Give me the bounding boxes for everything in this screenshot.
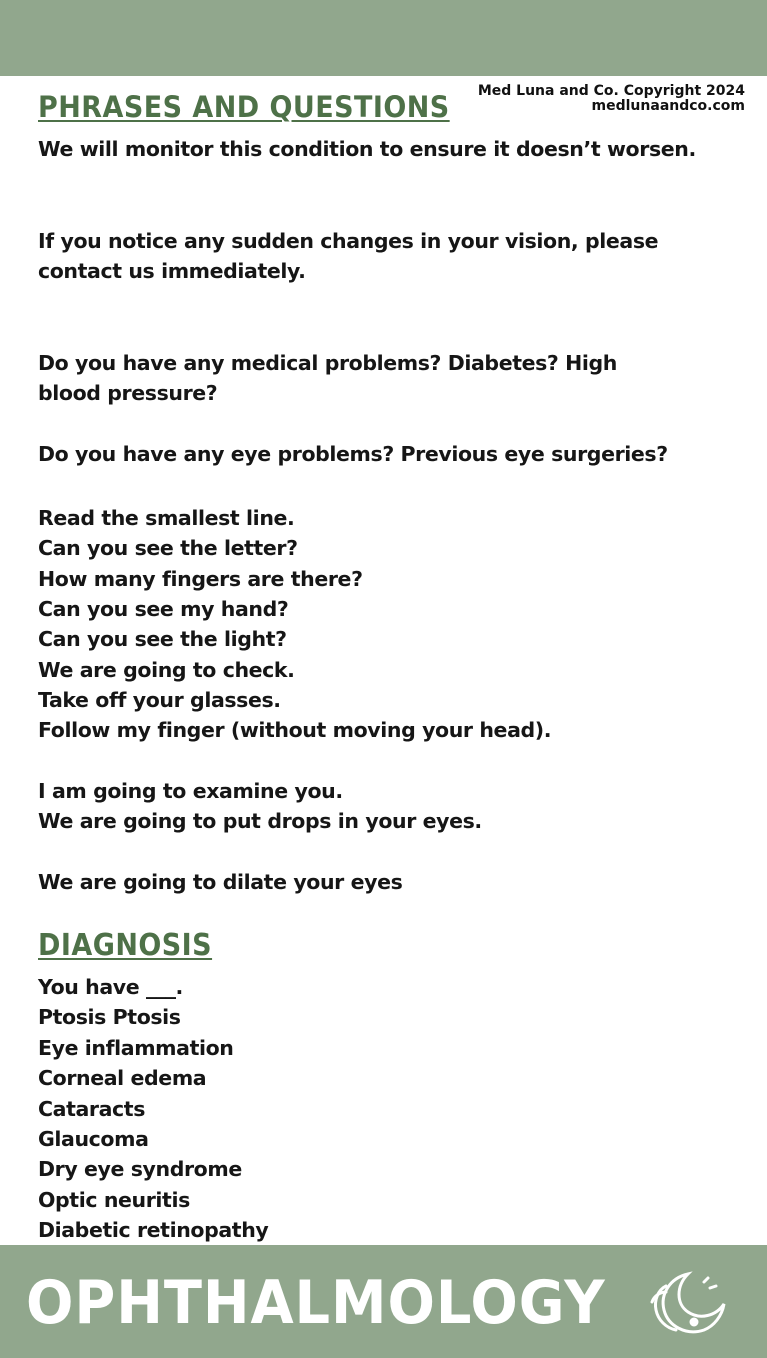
- phrase-line: We will monitor this condition to ensure it doesn’t worsen.: [38, 137, 696, 161]
- moon-stethoscope-icon: [648, 1268, 730, 1340]
- website-url: medlunaandco.com: [591, 98, 745, 114]
- copyright-line: Med Luna and Co. Copyright 2024: [477, 83, 745, 99]
- phrase-line: If you notice any sudden changes in your vision, please: [38, 229, 659, 253]
- diagnosis-line: Dry eye syndrome: [38, 1157, 242, 1181]
- phrase-line: Do you have any eye problems? Previous eye surgeries?: [38, 442, 668, 466]
- phrase-line: Can you see the letter?: [38, 536, 298, 560]
- diagnosis-line: Cataracts: [38, 1097, 146, 1121]
- diagnosis-line: Glaucoma: [38, 1127, 149, 1151]
- diagnosis-line: Ptosis Ptosis: [38, 1005, 181, 1029]
- phrase-line: I am going to examine you.: [38, 779, 343, 803]
- phrase-line: We are going to put drops in your eyes.: [38, 809, 482, 833]
- diagnosis-line: Diabetic retinopathy: [38, 1218, 269, 1242]
- diagnosis-line: Eye inflammation: [38, 1036, 234, 1060]
- copyright-notice: [478, 84, 745, 114]
- diagnosis-line: Corneal edema: [38, 1066, 207, 1090]
- diagnosis-heading: DIAGNOSIS: [38, 928, 213, 963]
- phrase-line: Do you have any medical problems? Diabetes? High: [38, 351, 617, 375]
- phrase-line: Read the smallest line.: [38, 506, 295, 530]
- phrase-line: Can you see the light?: [38, 627, 287, 651]
- phrase-line: How many fingers are there?: [38, 567, 363, 591]
- phrases-heading: PHRASES AND QUESTIONS: [38, 90, 450, 124]
- phrase-line: Take off your glasses.: [38, 688, 281, 712]
- diagnosis-line: Optic neuritis: [38, 1188, 190, 1212]
- footer-title: OPHTHALMOLOGY: [26, 1268, 606, 1338]
- phrase-line: We are going to check.: [38, 658, 295, 682]
- phrase-line: We are going to dilate your eyes: [38, 870, 403, 894]
- phrase-line: contact us immediately.: [38, 259, 306, 283]
- top-band: [0, 0, 767, 76]
- diagnosis-line: You have ___.: [38, 975, 183, 999]
- phrase-line: blood pressure?: [38, 381, 218, 405]
- phrase-line: Follow my finger (without moving your head).: [38, 718, 552, 742]
- phrase-line: Can you see my hand?: [38, 597, 289, 621]
